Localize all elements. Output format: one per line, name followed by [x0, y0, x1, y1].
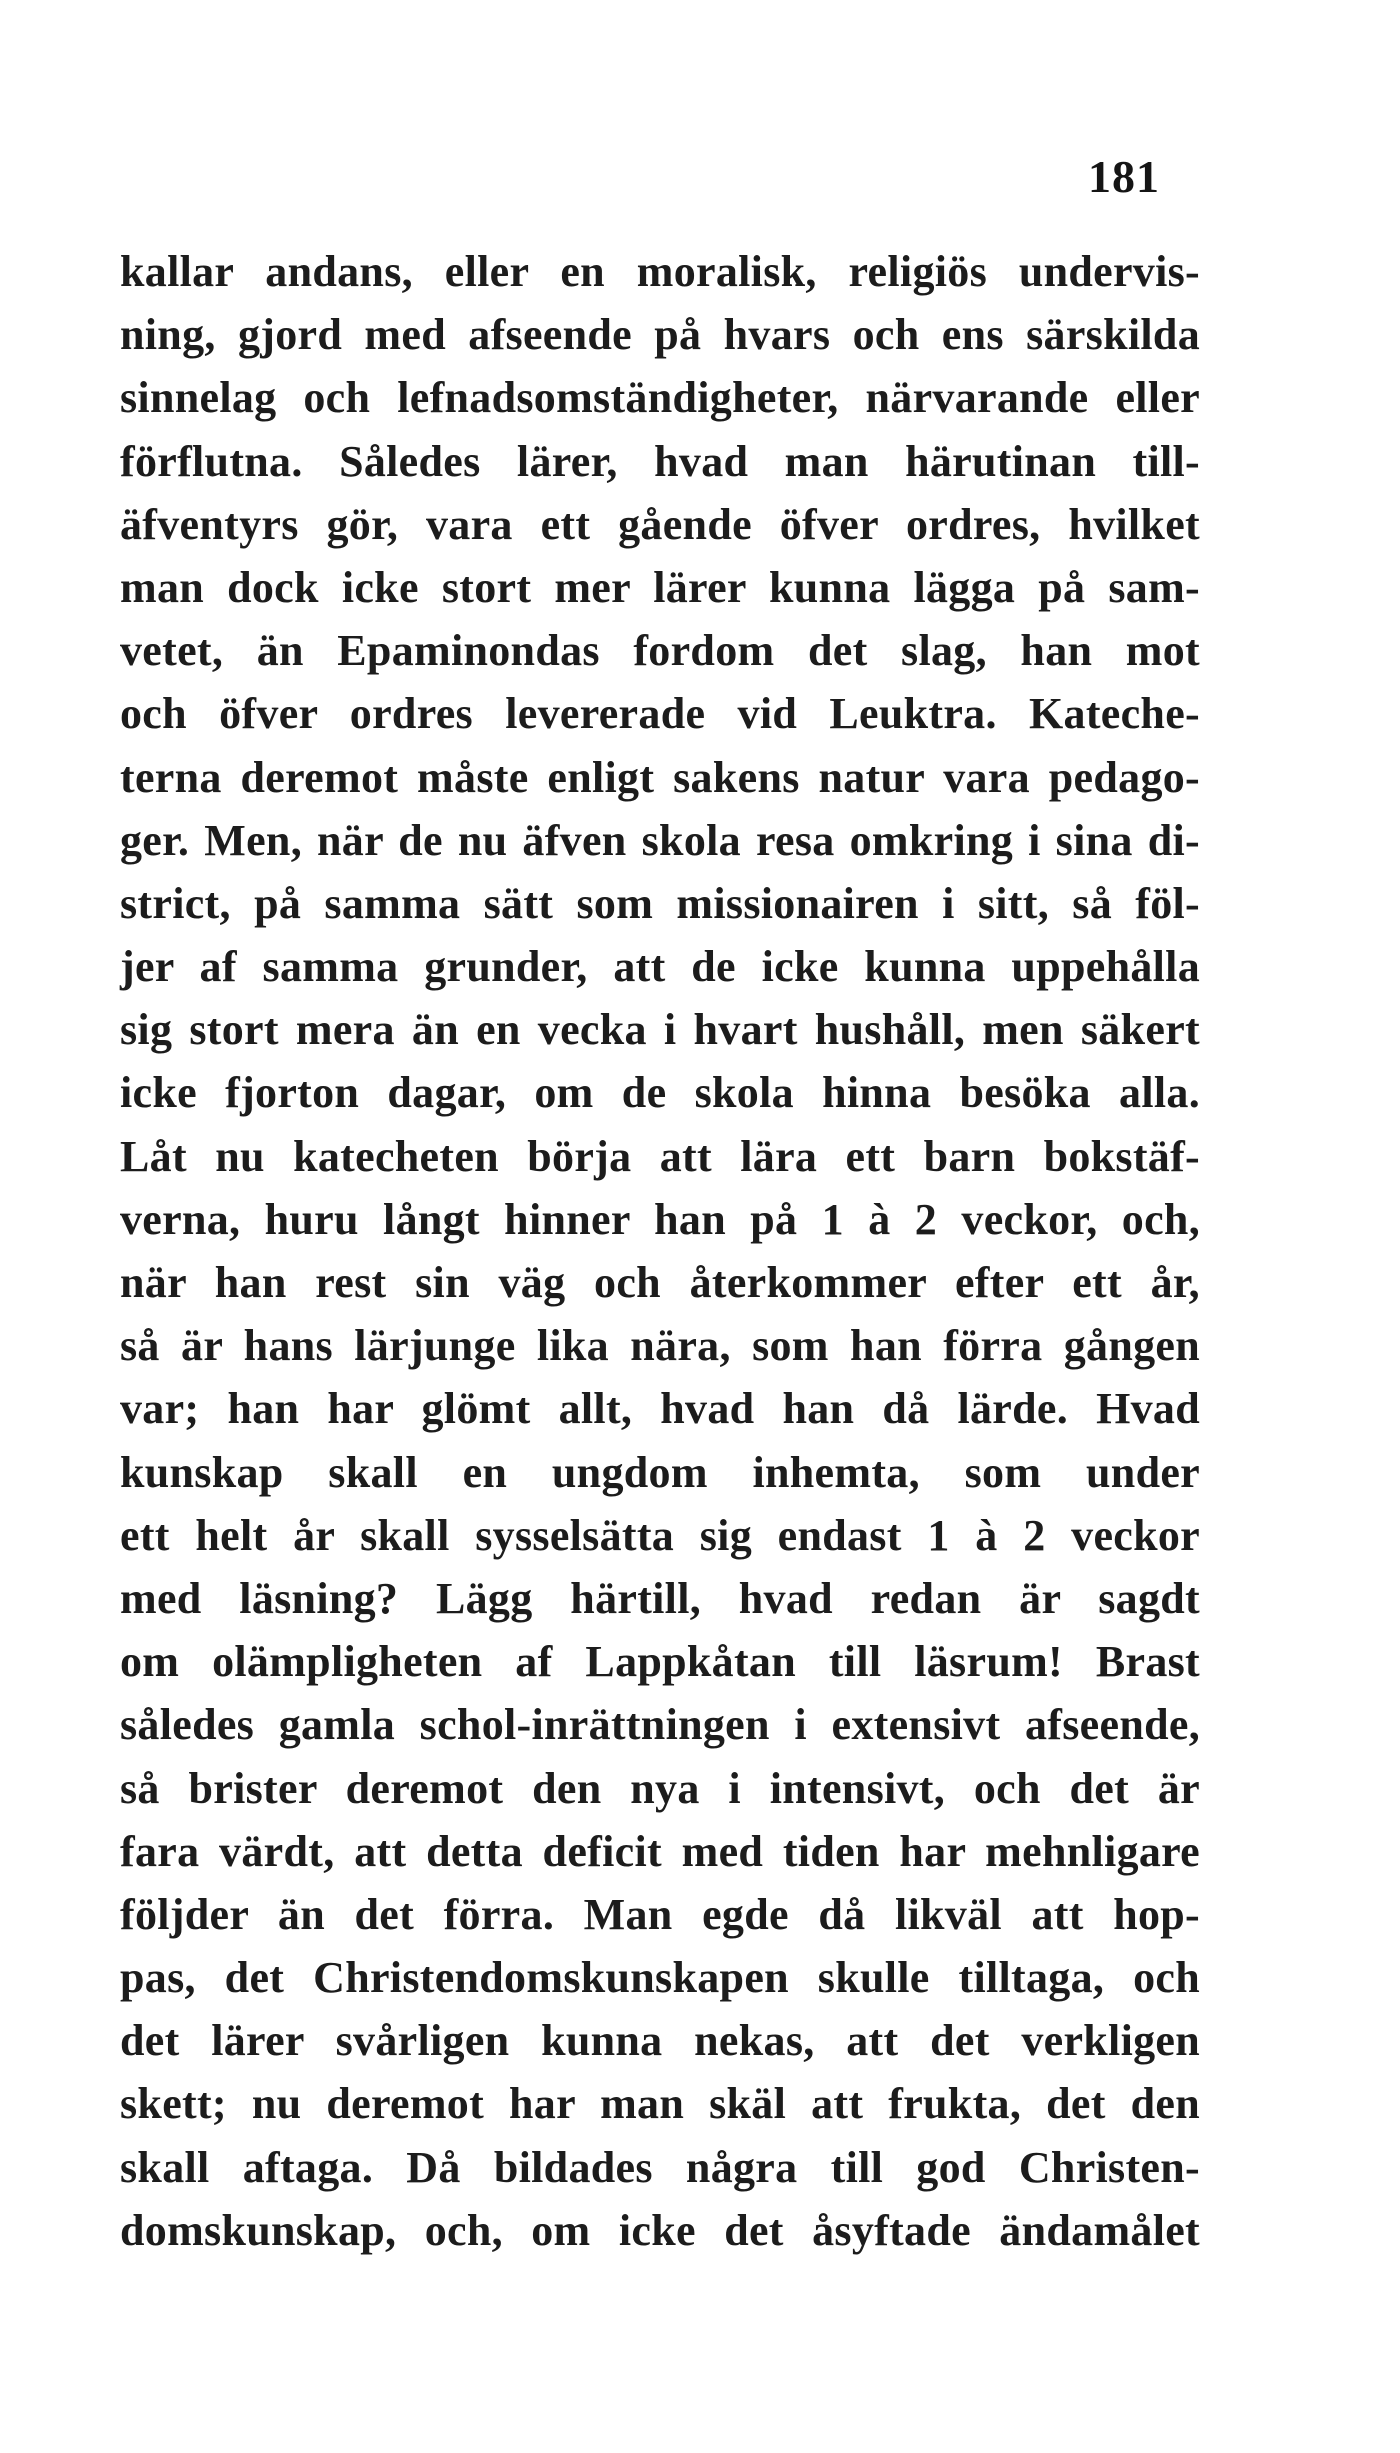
text-line: skall aftaga. Då bildades några till god Christen- — [120, 2142, 1200, 2192]
text-line: ning, gjord med afseende på hvars och ens särskilda — [120, 310, 1200, 360]
text-line: ett helt år skall sysselsätta sig endast 1 à 2 veckor — [120, 1510, 1200, 1560]
text-line: när han rest sin väg och återkommer efter ett år, — [120, 1258, 1200, 1307]
text-line: var; han har glömt allt, hvad han då lärde. Hvad — [120, 1384, 1200, 1434]
text-line: strict, på samma sätt som missionairen i sitt, så föl- — [120, 878, 1200, 928]
text-line: om olämpligheten af Lappkåtan till läsrum! Brast — [120, 1637, 1200, 1687]
text-line: ger. Men, när de nu äfven skola resa omkring i sina di- — [120, 815, 1200, 865]
text-line: så är hans lärjunge lika nära, som han förra gången — [120, 1321, 1200, 1371]
text-line: med läsning? Lägg härtill, hvad redan är sagdt — [120, 1573, 1200, 1623]
text-line: jer af samma grunder, att de icke kunna uppehålla — [120, 942, 1200, 992]
text-line: sinnelag och lefnadsomständigheter, närvarande eller — [120, 373, 1200, 423]
text-line: kunskap skall en ungdom inhemta, som under — [120, 1447, 1200, 1497]
text-line: vetet, än Epaminondas fordom det slag, han mot — [120, 626, 1200, 676]
body-text — [120, 240, 1200, 2262]
text-line: sig stort mera än en vecka i hvart hushåll, men säkert — [120, 1005, 1200, 1055]
text-line: pas, det Christendomskunskapen skulle tilltaga, och — [120, 1953, 1200, 2003]
text-line: terna deremot måste enligt sakens natur vara pedago- — [120, 752, 1200, 802]
page-number: 181 — [1088, 151, 1160, 202]
text-line: äfventyrs gör, vara ett gående öfver ordres, hvilket — [120, 499, 1200, 549]
text-line: Låt nu katecheten börja att lära ett barn bokstäf- — [120, 1131, 1200, 1181]
text-line: icke fjorton dagar, om de skola hinna besöka alla. — [120, 1068, 1200, 1118]
text-line: det lärer svårligen kunna nekas, att det verkligen — [120, 2016, 1200, 2066]
text-line: följder än det förra. Man egde då likväl att hop- — [120, 1889, 1200, 1939]
text-line: man dock icke stort mer lärer kunna lägga på sam- — [120, 562, 1200, 612]
text-line: således gamla schol-inrättningen i extensivt afseende, — [120, 1700, 1200, 1750]
text-line: så brister deremot den nya i intensivt, och det är — [120, 1763, 1200, 1813]
text-line: fara värdt, att detta deficit med tiden har mehnligare — [120, 1826, 1200, 1876]
text-line: kallar andans, eller en moralisk, religiös undervis- — [120, 247, 1200, 296]
text-line: förflutna. Således lärer, hvad man härutinan till- — [120, 436, 1200, 486]
text-line: skett; nu deremot har man skäl att frukta, det den — [120, 2079, 1200, 2129]
text-line: och öfver ordres levererade vid Leuktra. Kateche- — [120, 689, 1200, 739]
text-line: verna, huru långt hinner han på 1 à 2 veckor, och, — [120, 1194, 1200, 1244]
text-line: domskunskap, och, om icke det åsyftade ändamålet — [120, 2205, 1200, 2255]
